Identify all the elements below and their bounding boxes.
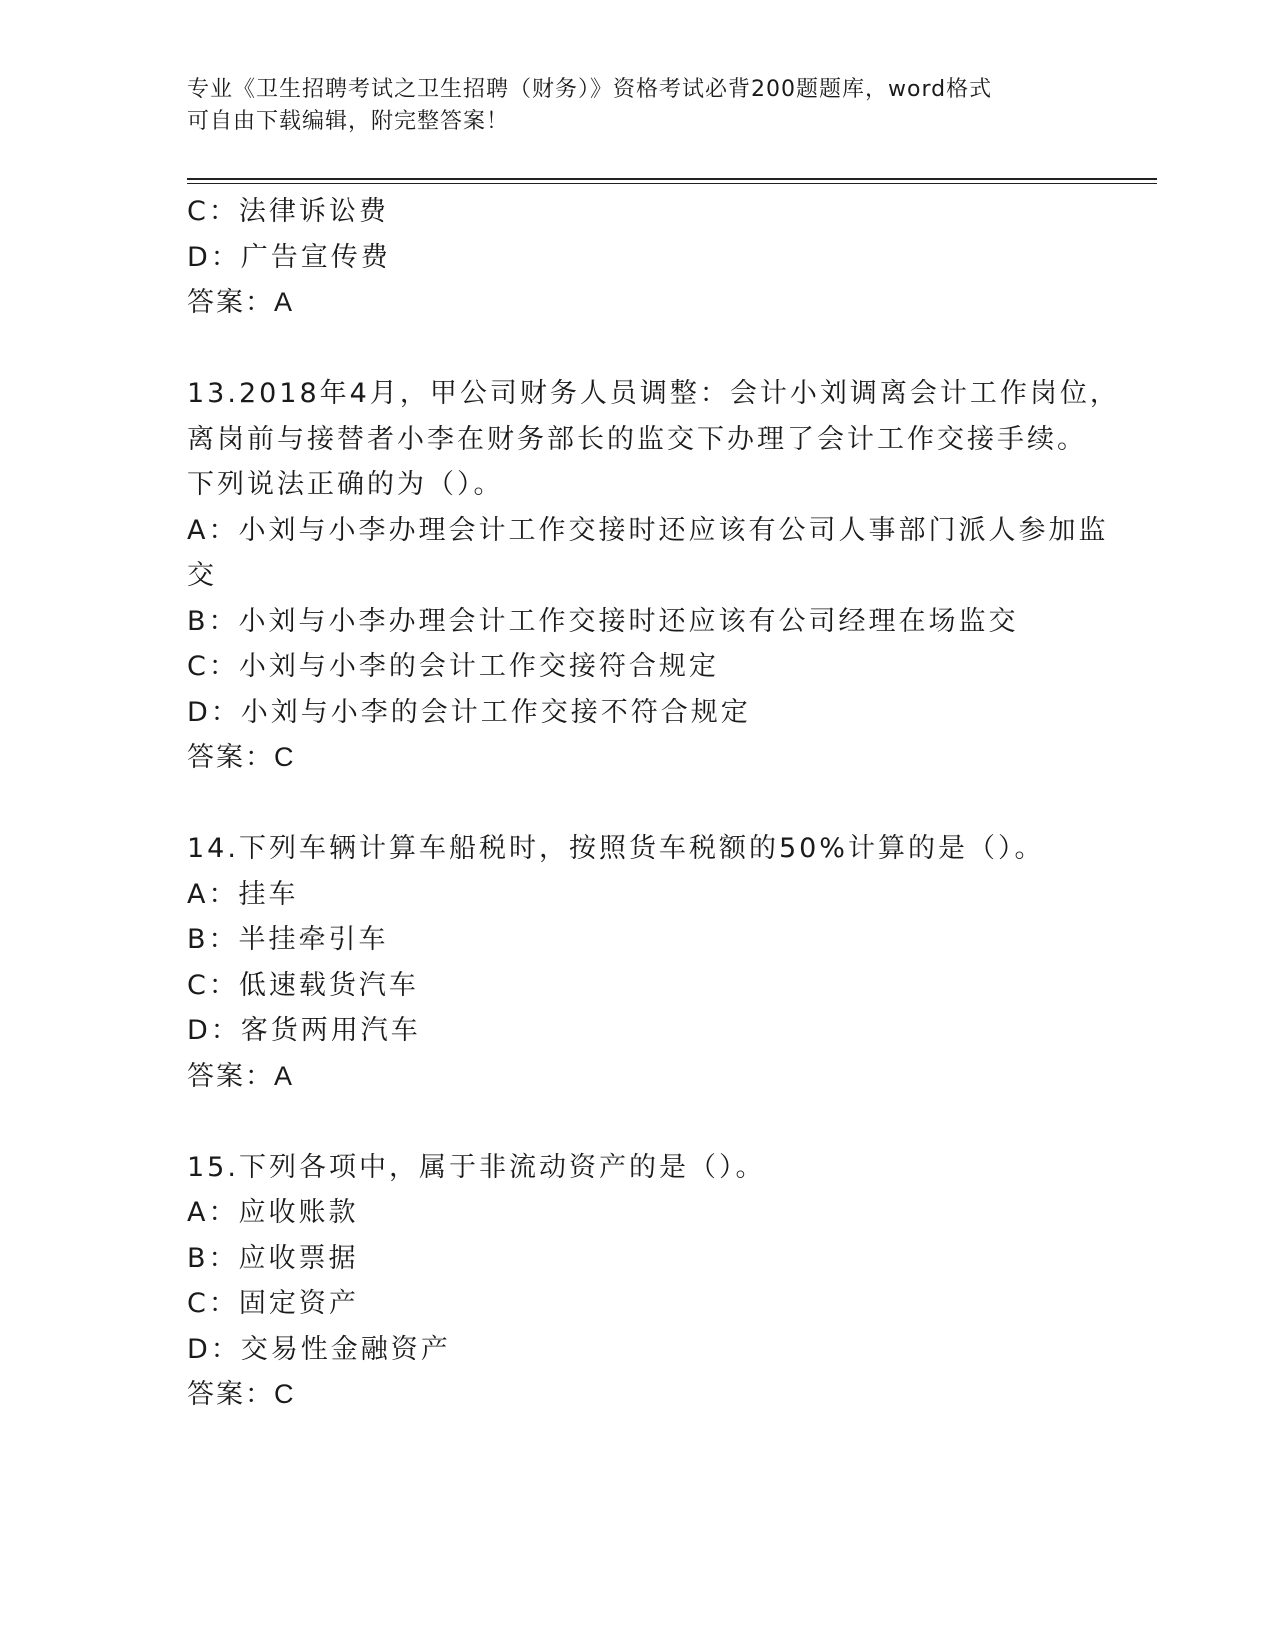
question-stem-line: 离岗前与接替者小李在财务部长的监交下办理了会计工作交接手续。 xyxy=(187,423,1087,455)
option-line: 交 xyxy=(187,560,217,591)
question-13 xyxy=(187,371,1120,781)
question-spacer xyxy=(187,781,1087,827)
option-line: B：应收票据 xyxy=(187,1242,359,1274)
answer-line: 答案：C xyxy=(187,1379,296,1409)
answer-line: 答案：C xyxy=(187,742,296,772)
header-divider-thick xyxy=(187,178,1157,180)
question-stem-line: 下列说法正确的为（）。 xyxy=(187,469,504,500)
question-14 xyxy=(187,826,1087,1099)
option-line: D：客货两用汽车 xyxy=(187,1015,421,1046)
option-line: C：小刘与小李的会计工作交接符合规定 xyxy=(187,651,719,682)
option-line: C：法律诉讼费 xyxy=(187,196,389,227)
option-line: D：交易性金融资产 xyxy=(187,1333,451,1365)
header-divider-thin xyxy=(187,183,1157,184)
option-line: C：低速载货汽车 xyxy=(187,969,419,1001)
document-body xyxy=(187,189,1120,1418)
option-line: D：广告宣传费 xyxy=(187,241,391,273)
question-stem-line: 15.下列各项中，属于非流动资产的是（）。 xyxy=(187,1151,766,1183)
question-stem-line: 14.下列车辆计算车船税时，按照货车税额的50%计算的是（）。 xyxy=(187,833,1045,864)
option-line: B：半挂牵引车 xyxy=(187,924,389,955)
question-stem-line: 13.2018年4月，甲公司财务人员调整：会计小刘调离会计工作岗位， xyxy=(187,378,1120,409)
document-header xyxy=(187,74,1087,138)
question-12-tail xyxy=(187,189,1087,326)
question-spacer xyxy=(187,326,1087,372)
question-15 xyxy=(187,1145,1087,1418)
answer-line: 答案：A xyxy=(187,1060,295,1091)
option-line: A：挂车 xyxy=(187,878,299,910)
option-line: D：小刘与小李的会计工作交接不符合规定 xyxy=(187,696,751,728)
header-line-2: 可自由下载编辑，附完整答案！ xyxy=(187,109,510,134)
option-line: C：固定资产 xyxy=(187,1288,359,1319)
answer-line: 答案：A xyxy=(187,287,295,317)
option-line: B：小刘与小李办理会计工作交接时还应该有公司经理在场监交 xyxy=(187,605,1019,637)
header-line-1: 专业《卫生招聘考试之卫生招聘（财务）》资格考试必背200题题库，word格式 xyxy=(187,77,993,102)
option-line: A：小刘与小李办理会计工作交接时还应该有公司人事部门派人参加监 xyxy=(187,514,1109,546)
option-line: A：应收账款 xyxy=(187,1197,359,1228)
question-spacer xyxy=(187,1099,1087,1145)
